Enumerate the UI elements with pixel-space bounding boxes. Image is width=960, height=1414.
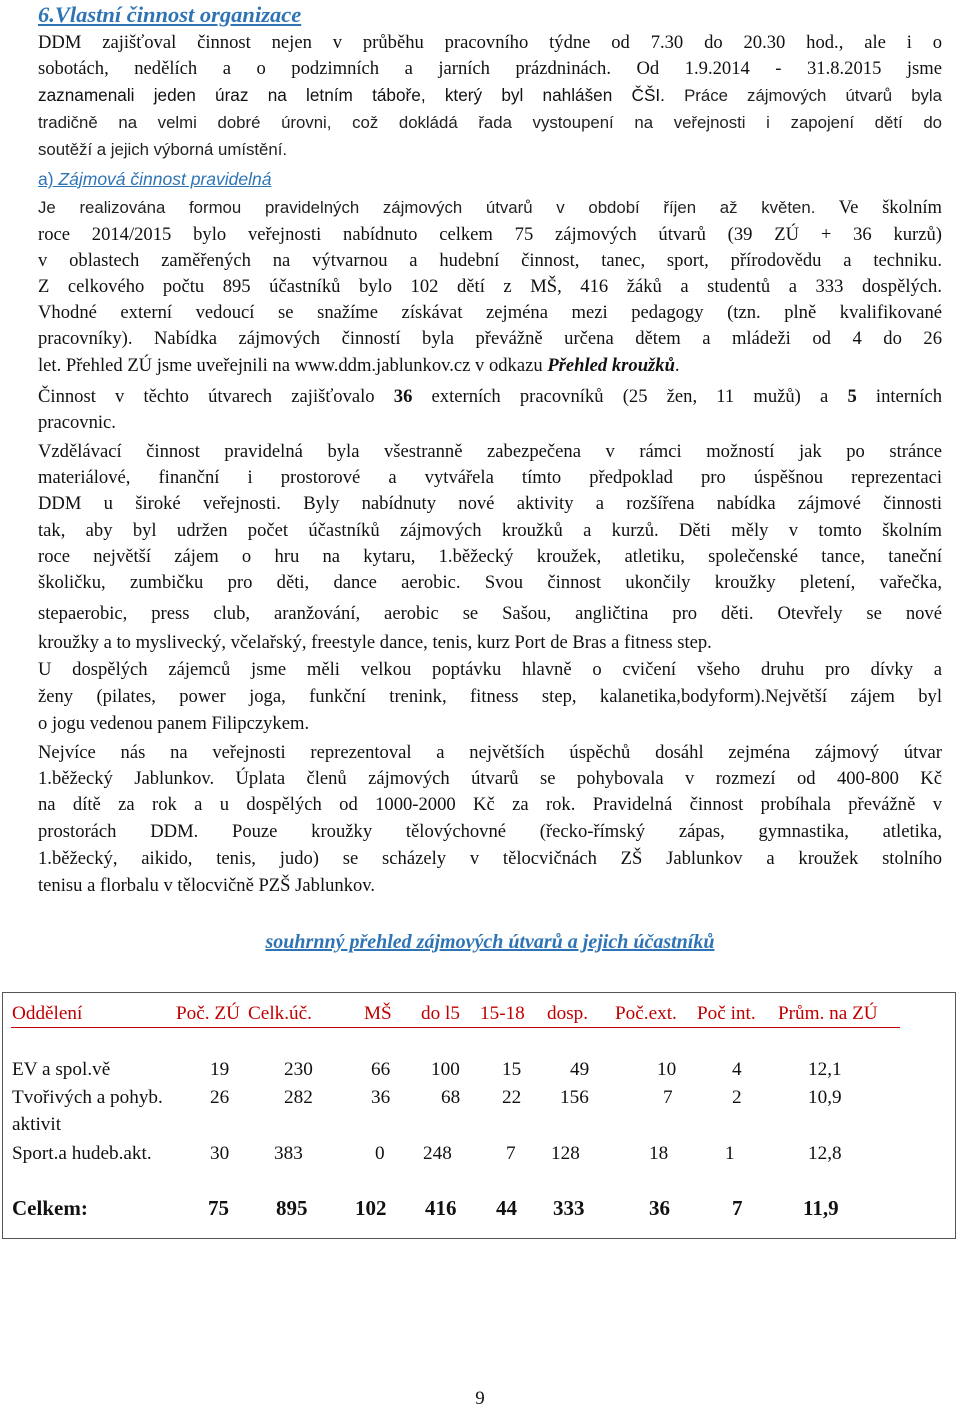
para-a-line-1-sans: Je realizována formou pravidelných zájmových útvarů v období říjen až květen. <box>38 198 816 217</box>
header-ms: MŠ <box>364 1003 392 1024</box>
header-count-zu: Poč. ZÚ <box>176 1003 240 1024</box>
para-a-line-6: pracovníky). Nabídka zájmových činností byla převážně určena dětem a mládeži od 4 do 26 <box>38 328 942 349</box>
para-b-line-1 <box>38 384 942 410</box>
para-e-line-4: prostorách DDM. Pouze kroužky tělovýchovné (řecko-římský zápas, gymnastika, atletika, <box>38 821 942 842</box>
row-department: EV a spol.vě <box>12 1059 111 1080</box>
cell-external: 18 <box>649 1143 669 1164</box>
para-a-line-7-text: let. Přehled ZÚ jsme uveřejnili na www.ddm.jablunkov.cz v odkazu <box>38 355 548 376</box>
para-c-line-6: školičku, zumbičku pro děti, dance aerobic. Svou činnost ukončily kroužky pletení, vařečka, <box>38 572 942 593</box>
para-b-text-1: Činnost v těchto útvarech zajišťovalo <box>38 386 394 407</box>
cell-adults: 156 <box>560 1087 589 1108</box>
para-b-text-2: externích pracovníků (25 žen, 11 mužů) a <box>412 386 848 407</box>
subheading-title: Zájmová činnost pravidelná <box>53 169 272 189</box>
para-a-line-2: roce 2014/2015 bylo veřejnosti nabídnuto celkem 75 zájmových útvarů (39 ZÚ + 36 kurzů) <box>38 224 942 245</box>
para-c-line-7: stepaerobic, press club, aranžování, aerobic se Sašou, angličtina pro děti. Otevřely se nové <box>38 603 942 624</box>
section-heading: 6.Vlastní činnost organizace <box>38 2 302 27</box>
total-under-15: 416 <box>425 1196 457 1220</box>
total-internal: 7 <box>732 1196 743 1220</box>
total-15-18: 44 <box>496 1196 517 1220</box>
total-count-zu: 75 <box>208 1196 229 1220</box>
para-a-line-3: v oblastech zaměřených na výtvarnou a hudební činnost, tanec, sport, přírodovědu a techniku. <box>38 250 942 271</box>
cell-total: 230 <box>284 1059 313 1080</box>
external-count: 36 <box>393 386 413 407</box>
cell-total: 282 <box>284 1087 313 1108</box>
cell-under-15: 248 <box>423 1143 452 1164</box>
cell-15-18: 7 <box>506 1143 516 1164</box>
intro-injury-text: zaznamenali jeden úraz na letním táboře, který byl nahlášen ČŠI. <box>38 85 665 105</box>
summary-table <box>2 992 956 1239</box>
cell-under-15: 68 <box>441 1087 461 1108</box>
header-external: Poč.ext. <box>615 1003 677 1024</box>
para-e-line-1: Nejvíce nás na veřejnosti reprezentoval a největších úspěchů dosáhl zejména zájmový útvar <box>38 742 942 763</box>
para-e-line-5: 1.běžecký, aikido, tenis, judo) se scházely v tělocvičnách ZŠ Jablunkov a kroužek stolního <box>38 848 942 869</box>
cell-internal: 1 <box>725 1143 735 1164</box>
cell-internal: 2 <box>732 1087 742 1108</box>
intro-line-3 <box>38 82 942 109</box>
cell-15-18: 15 <box>502 1059 522 1080</box>
cell-average: 12,1 <box>808 1059 842 1080</box>
total-external: 36 <box>649 1196 670 1220</box>
cell-count-zu: 30 <box>210 1143 230 1164</box>
para-c-line-4: tak, aby byl udržen počet účastníků zájmových kroužků a kurzů. Děti měly v tomto školním <box>38 520 942 541</box>
subheading <box>38 166 942 193</box>
para-a-line-4: Z celkového počtu 895 účastníků bylo 102 dětí z MŠ, 416 žáků a studentů a 333 dospělých. <box>38 276 942 297</box>
total-ms: 102 <box>355 1196 387 1220</box>
cell-external: 7 <box>663 1087 673 1108</box>
overview-link[interactable]: Přehled kroužků <box>547 355 675 376</box>
cell-ms: 36 <box>371 1087 391 1108</box>
total-adults: 333 <box>553 1196 585 1220</box>
cell-under-15: 100 <box>431 1059 460 1080</box>
internal-count: 5 <box>847 386 857 407</box>
para-d-line-3: o jogu vedenou panem Filipczykem. <box>38 713 310 734</box>
header-internal: Poč int. <box>697 1003 756 1024</box>
intro-quality-text: Práce zájmových útvarů byla <box>664 86 942 105</box>
header-total-participants: Celk.úč. <box>248 1003 312 1024</box>
header-adults: dosp. <box>547 1003 589 1024</box>
para-c-line-2: materiálové, finanční i prostorové a vytvářela tímto předpoklad pro úspěšnou reprezentaci <box>38 467 942 488</box>
para-a-line-1 <box>38 195 942 221</box>
total-label: Celkem: <box>12 1196 88 1220</box>
para-c-line-1: Vzdělávací činnost pravidelná byla všestranně zabezpečena v rámci možností jak po stránce <box>38 441 942 462</box>
cell-count-zu: 26 <box>210 1087 230 1108</box>
intro-line-4: tradičně na velmi dobré úrovni, což dokládá řada vystoupení na veřejnosti i zapojení dětí do <box>38 113 942 132</box>
header-under-15: do l5 <box>421 1003 460 1024</box>
cell-count-zu: 19 <box>210 1059 230 1080</box>
cell-external: 10 <box>657 1059 677 1080</box>
subheading-letter: a) <box>38 169 54 189</box>
para-a-line-5: Vhodné externí vedoucí se snažíme získávat zejména mezi pedagogy (tzn. plně kvalifikované <box>38 302 942 323</box>
para-d-line-1: U dospělých zájemců jsme měli velkou poptávku hlavně o cvičení všeho druhu pro dívky a <box>38 659 942 680</box>
para-a-line-1-serif: Ve školním <box>815 197 942 218</box>
row-department: Tvořivých a pohyb. <box>12 1087 163 1108</box>
intro-line-5: soutěží a jejich výborná umístění. <box>38 140 288 159</box>
subheading-text <box>38 169 271 189</box>
table-title-text: souhrnný přehled zájmových útvarů a jejich účastníků <box>265 931 715 953</box>
cell-ms: 66 <box>371 1059 391 1080</box>
header-underline <box>11 1027 900 1028</box>
intro-line-2: sobotách, nedělích a o podzimních a jarních prázdninách. Od 1.9.2014 - 31.8.2015 jsme <box>38 58 942 79</box>
table-title <box>38 931 942 954</box>
cell-15-18: 22 <box>502 1087 522 1108</box>
para-c-line-5: roce největší zájem o hru na kytaru, 1.běžecký kroužek, atletiku, společenské tance, taneční <box>38 546 942 567</box>
para-a-line-7-end: . <box>674 355 680 376</box>
para-e-line-6: tenisu a florbalu v tělocvičně PZŠ Jablunkov. <box>38 875 376 896</box>
para-b-line-2: pracovnic. <box>38 412 116 433</box>
row-department: Sport.a hudeb.akt. <box>12 1143 152 1164</box>
cell-adults: 49 <box>570 1059 590 1080</box>
cell-adults: 128 <box>551 1143 580 1164</box>
total-average: 11,9 <box>803 1196 839 1220</box>
para-c-line-8: kroužky a to myslivecký, včelařský, freestyle dance, tenis, kurz Port de Bras a fitness step. <box>38 632 712 653</box>
cell-internal: 4 <box>732 1059 742 1080</box>
para-e-line-2: 1.běžecký Jablunkov. Úplata členů zájmových útvarů se pohybovala v rozmezí od 400-800 Kč <box>38 768 942 789</box>
total-participants: 895 <box>276 1196 308 1220</box>
cell-average: 10,9 <box>808 1087 842 1108</box>
page-number: 9 <box>475 1388 485 1409</box>
para-c-line-3: DDM u široké veřejnosti. Byly nabídnuty nové aktivity a rozšířena nabídka zájmové činnosti <box>38 493 942 514</box>
cell-ms: 0 <box>375 1143 385 1164</box>
header-department: Oddělení <box>12 1003 83 1024</box>
para-d-line-2: ženy (pilates, power joga, funkční trenink, fitness step, kalanetika,bodyform).Největší zájem byl <box>38 686 942 707</box>
para-b-text-3: interních <box>856 386 943 407</box>
para-e-line-3: na dítě za rok a u dospělých od 1000-2000 Kč za rok. Pravidelná činnost probíhala převážně v <box>38 794 942 815</box>
cell-total: 383 <box>274 1143 303 1164</box>
cell-average: 12,8 <box>808 1143 842 1164</box>
row-department-cont: aktivit <box>12 1114 62 1135</box>
header-15-18: 15-18 <box>480 1003 525 1024</box>
intro-line-1: DDM zajišťoval činnost nejen v průběhu pracovního týdne od 7.30 do 20.30 hod., ale i o <box>38 32 942 53</box>
para-a-line-7 <box>38 353 942 379</box>
header-average: Prům. na ZÚ <box>778 1003 878 1024</box>
